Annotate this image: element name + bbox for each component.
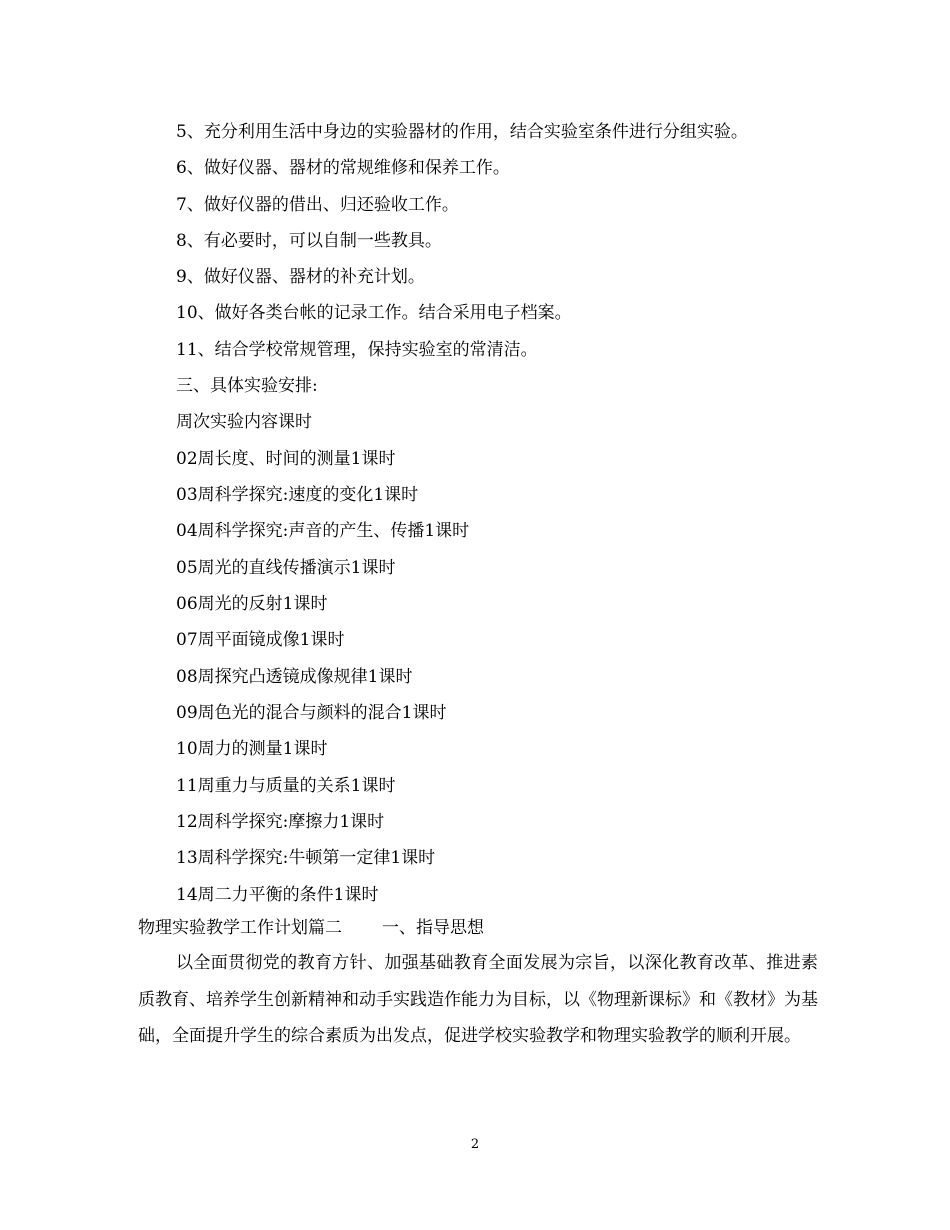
- part-two-heading: [138, 917, 484, 939]
- schedule-row: 08周探究凸透镜成像规律1课时: [176, 667, 413, 687]
- list-item: 8、有必要时，可以自制一些教具。: [176, 231, 442, 251]
- schedule-row: 13周科学探究:牛顿第一定律1课时: [176, 848, 436, 868]
- schedule-row: 11周重力与质量的关系1课时: [176, 776, 396, 796]
- list-item: 6、做好仪器、器材的常规维修和保养工作。: [176, 158, 510, 178]
- schedule-row: 03周科学探究:速度的变化1课时: [176, 485, 419, 505]
- schedule-row: 10周力的测量1课时: [176, 739, 328, 759]
- schedule-row: 04周科学探究:声音的产生、传播1课时: [176, 521, 470, 541]
- schedule-row: 02周长度、时间的测量1课时: [176, 449, 396, 469]
- schedule-row: 09周色光的混合与颜料的混合1课时: [176, 703, 447, 723]
- list-item: 11、结合学校常规管理，保持实验室的常清洁。: [176, 340, 538, 360]
- schedule-header: 周次实验内容课时: [176, 412, 312, 432]
- part-two-paragraph: 以全面贯彻党的教育方针、加强基础教育全面发展为宗旨，以深化教育改革、推进素质教育、培养学生创新精神和动手实践造作能力为目标，以《物理新课标》和《教材》为基础，全面提升学生的综合素质为出发点，促进学校实验教学和物理实验教学的顺利开展。: [138, 953, 818, 1046]
- schedule-row: 14周二力平衡的条件1课时: [176, 885, 379, 905]
- list-item: 5、充分利用生活中身边的实验器材的作用，结合实验室条件进行分组实验。: [176, 122, 748, 142]
- schedule-row: 07周平面镜成像1课时: [176, 630, 345, 650]
- part-two-title: 物理实验教学工作计划篇二: [138, 918, 342, 938]
- list-item: 9、做好仪器、器材的补充计划。: [176, 267, 425, 287]
- part-two-subtitle: 一、指导思想: [382, 918, 484, 938]
- section-heading: 三、具体实验安排:: [176, 376, 318, 396]
- schedule-row: 06周光的反射1课时: [176, 594, 328, 614]
- schedule-row: 05周光的直线传播演示1课时: [176, 558, 396, 578]
- schedule-row: 12周科学探究:摩擦力1课时: [176, 812, 385, 832]
- list-item: 10、做好各类台帐的记录工作。结合采用电子档案。: [176, 303, 572, 323]
- page-number: 2: [470, 1137, 480, 1152]
- list-item: 7、做好仪器的借出、归还验收工作。: [176, 195, 459, 215]
